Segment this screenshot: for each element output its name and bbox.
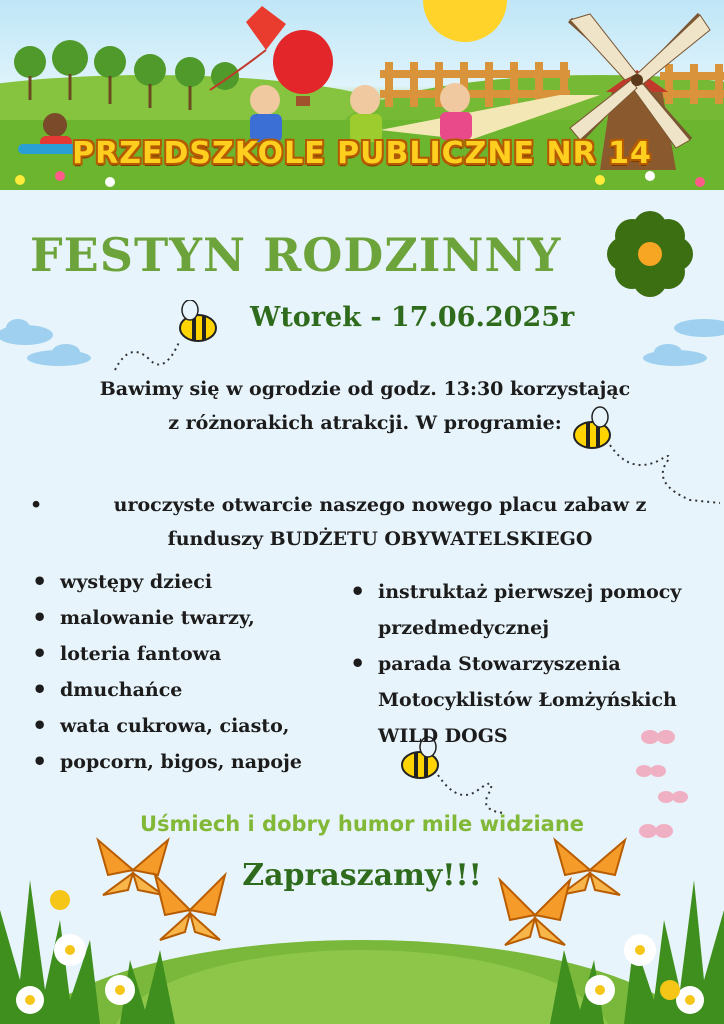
intro-text [40, 372, 690, 440]
list-item: • dmuchańce [32, 672, 302, 708]
bullet-icon: • [30, 494, 43, 516]
cloud-icon [24, 340, 94, 370]
list-item: • popcorn, bigos, napoje [32, 744, 302, 780]
list-item: • występy dzieci [32, 564, 302, 600]
cloud-icon [640, 340, 710, 370]
flower-icon [604, 208, 696, 300]
header-banner [0, 0, 724, 190]
list-item: • wata cukrowa, ciasto, [32, 708, 302, 744]
event-title: FESTYN RODZINNY [30, 228, 562, 282]
school-name: PRZEDSZKOLE PUBLICZNE NR 14 [72, 136, 652, 171]
cloud-icon [670, 310, 724, 340]
list-item-line: przedmedycznej [378, 617, 550, 639]
list-item-line: Motocyklistów Łomżyńskich [378, 689, 677, 711]
list-item [350, 646, 710, 754]
event-date: Wtorek - 17.06.2025r [250, 302, 575, 333]
program-main-line: uroczyste otwarcie naszego nowego placu zabaw z [113, 494, 647, 516]
list-item: • malowanie twarzy, [32, 600, 302, 636]
program-main-line: funduszy BUDŻETU OBYWATELSKIEGO [167, 528, 593, 550]
list-item: • loteria fantowa [32, 636, 302, 672]
program-main-item [30, 488, 690, 556]
program-list-left [32, 564, 302, 780]
list-item-line: WILD DOGS [378, 725, 508, 747]
program-list-right [350, 574, 710, 754]
list-item-line: • instruktaż pierwszej pomocy [378, 581, 682, 603]
intro-line: z różnorakich atrakcji. W programie: [168, 412, 562, 434]
invitation-text: Zapraszamy!!! [242, 858, 482, 893]
list-item [350, 574, 710, 646]
bee-icon [110, 300, 220, 380]
sun-icon [423, 0, 507, 42]
intro-line: Bawimy się w ogrodzie od godz. 13:30 korzystając [99, 378, 631, 400]
list-item-line: • parada Stowarzyszenia [378, 653, 621, 675]
smile-note: Uśmiech i dobry humor mile widziane [139, 812, 585, 836]
